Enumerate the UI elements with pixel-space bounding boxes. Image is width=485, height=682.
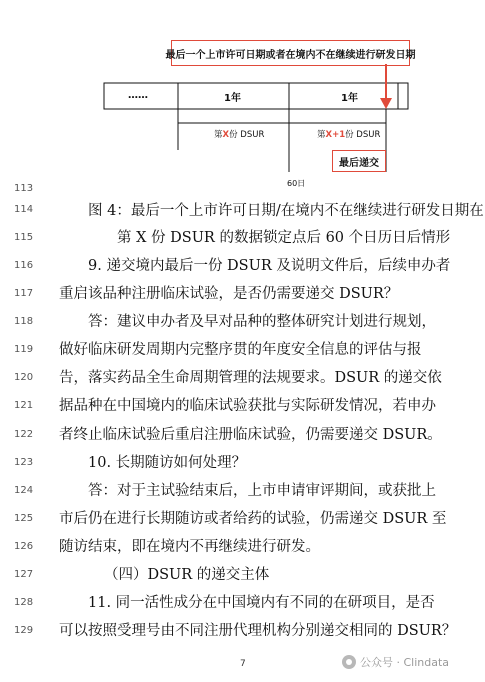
line-number: 127 (14, 569, 34, 580)
question-heading: 11. 同一活性成分在中国境内有不同的在研项目，是否 (88, 595, 435, 611)
paragraph-line: 据品种在中国境内的临床试验获批与实际研发情况，若申办 (59, 398, 436, 414)
line-number: 120 (14, 372, 34, 383)
paragraph-line: 随访结束，即在境内不再继续进行研发。 (59, 539, 320, 555)
callout-box: 最后一个上市许可日期或者在境内不在继续进行研发日期 (171, 40, 410, 66)
line-number: 114 (14, 204, 34, 215)
line-number: 129 (14, 625, 34, 636)
line-number: 124 (14, 485, 34, 496)
line-number: 125 (14, 513, 34, 524)
final-submission-box: 最后递交 (332, 150, 386, 172)
question-heading: 可以按照受理号由不同注册代理机构分别递交相同的 DSUR？ (59, 623, 457, 639)
paragraph-line: 者终止临床试验后重启注册临床试验，仍需要递交 DSUR。 (59, 427, 442, 443)
page-number: 7 (240, 659, 246, 669)
section-heading: （四）DSUR 的递交主体 (104, 567, 270, 583)
watermark (342, 654, 449, 670)
line-number: 113 (14, 183, 34, 194)
timeline-lines (0, 0, 485, 200)
cell-year-2: 1年 (341, 93, 358, 104)
figure-caption: 图 4：最后一个上市许可日期/在境内不在继续进行研发日期在 (88, 203, 484, 219)
question-heading: 重启该品种注册临床试验，是否仍需要递交 DSUR？ (59, 286, 399, 302)
line-number: 123 (14, 457, 34, 468)
paragraph-line: 做好临床研发周期内完整序贯的年度安全信息的评估与报 (59, 342, 422, 358)
paragraph-line: 答：对于主试验结束后，上市申请审评期间，或获批上 (88, 483, 436, 499)
line-number: 122 (14, 429, 34, 440)
question-heading: 9. 递交境内最后一份 DSUR 及说明文件后，后续申办者 (88, 258, 451, 274)
line-number: 116 (14, 260, 34, 271)
timeline-row (104, 83, 408, 109)
line-number: 119 (14, 344, 34, 355)
line-number: 118 (14, 316, 34, 327)
timeline-diagram (0, 0, 485, 200)
days-label: 60日 (287, 179, 306, 188)
cell-ellipsis: …… (128, 90, 148, 101)
dsur-x-label: 第X份 DSUR (214, 130, 265, 140)
question-heading: 10. 长期随访如何处理？ (88, 455, 247, 471)
watermark-text: 公众号 · Clindata (360, 656, 450, 669)
dsur-x1-label: 第X+1份 DSUR (317, 130, 381, 140)
wechat-icon (342, 655, 356, 669)
line-number: 121 (14, 400, 34, 411)
line-number: 115 (14, 232, 34, 243)
paragraph-line: 答：建议申办者及早对品种的整体研究计划进行规划， (88, 314, 436, 330)
cell-year-1: 1年 (224, 93, 241, 104)
line-number: 126 (14, 541, 34, 552)
line-number: 128 (14, 597, 34, 608)
figure-caption: 第 X 份 DSUR 的数据锁定点后 60 个日历日后情形 (117, 230, 451, 246)
line-number: 117 (14, 288, 34, 299)
paragraph-line: 告，落实药品全生命周期管理的法规要求。DSUR 的递交依 (59, 370, 442, 386)
paragraph-line: 市后仍在进行长期随访或者给药的试验，仍需递交 DSUR 至 (59, 511, 447, 527)
